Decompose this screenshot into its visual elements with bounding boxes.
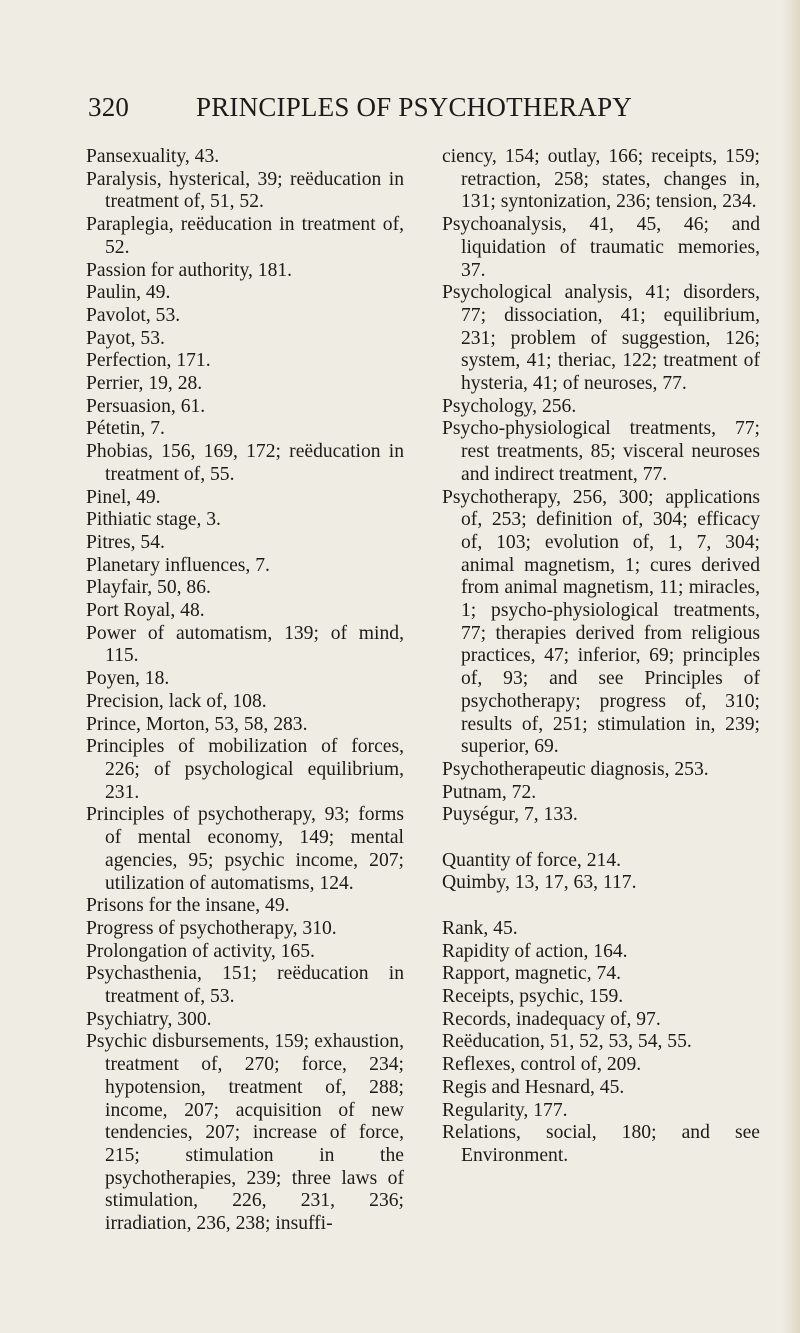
index-entry: Rank, 45. bbox=[442, 917, 518, 939]
index-entry: Putnam, 72. bbox=[442, 781, 537, 803]
index-entry: Progress of psychotherapy, 310. bbox=[86, 917, 337, 939]
index-entry: Psychological analysis, 41; disorders, 77; dissociation, 41; equilibrium, 231; problem of suggestion, 126; system, 41; theriac, 122; treatment of hysteria, 41; of neuroses, 77. bbox=[442, 282, 760, 395]
page-edge bbox=[782, 0, 800, 1333]
index-entry: Psychoanalysis, 41, 45, 46; and liquidation of traumatic memories, 37. bbox=[442, 214, 760, 281]
index-entry: ciency, 154; outlay, 166; receipts, 159; retraction, 258; states, changes in, 131; syntonization, 236; tension, 234. bbox=[442, 146, 760, 213]
index-entry: Pétetin, 7. bbox=[86, 418, 165, 440]
index-entry: Perfection, 171. bbox=[86, 350, 211, 372]
index-entry: Payot, 53. bbox=[86, 327, 165, 349]
index-entry: Poyen, 18. bbox=[86, 668, 170, 690]
index-entry: Prince, Morton, 53, 58, 283. bbox=[86, 713, 308, 735]
index-entry: Quimby, 13, 17, 63, 117. bbox=[442, 872, 637, 894]
running-head bbox=[88, 92, 688, 128]
index-entry: Psycho-physiological treatments, 77; rest treatments, 85; visceral neuroses and indirect treatment, 77. bbox=[442, 418, 760, 485]
index-entry: Paulin, 49. bbox=[86, 282, 171, 304]
index-entry: Playfair, 50, 86. bbox=[86, 577, 211, 599]
index-entry: Paraplegia, reëducation in treatment of, 52. bbox=[86, 214, 404, 258]
index-entry: Pithiatic stage, 3. bbox=[86, 509, 221, 531]
index-entry: Rapport, magnetic, 74. bbox=[442, 963, 622, 985]
index-entry: Paralysis, hysterical, 39; reëducation in treatment of, 51, 52. bbox=[86, 168, 404, 213]
page-number: 320 bbox=[88, 92, 130, 122]
index-column-left bbox=[86, 146, 404, 1236]
index-entry: Regularity, 177. bbox=[442, 1099, 568, 1121]
index-entry: Psychotherapeutic diagnosis, 253. bbox=[442, 758, 709, 780]
index-entry: Principles of mobilization of forces, 226; of psychological equilibrium, 231. bbox=[86, 736, 404, 803]
index-entry: Quantity of force, 214. bbox=[442, 849, 622, 871]
index-entry: Prolongation of activity, 165. bbox=[86, 940, 315, 962]
index-entry: Prisons for the insane, 49. bbox=[86, 895, 290, 917]
index-entry: Pansexuality, 43. bbox=[86, 146, 220, 167]
index-entry: Psychotherapy, 256, 300; applications of, 253; definition of, 304; efficacy of, 103; evolution of, 1, 7, 304; animal magnetism, 1; cures derived from animal magnetism, 11; miracles, 1; psycho-physiological treatments, 77; therapies derived from religious practices, 47; inferior, 69; principles of, 93; and see Principles of psychotherapy; progress of, 310; results of, 251; stimulation in, 239; superior, 69. bbox=[442, 486, 760, 758]
index-entry: Persuasion, 61. bbox=[86, 395, 206, 417]
index-entry: Psychiatry, 300. bbox=[86, 1008, 212, 1030]
index-entry: Receipts, psychic, 159. bbox=[442, 985, 624, 1007]
index-entry: Port Royal, 48. bbox=[86, 600, 205, 622]
index-entry: Principles of psychotherapy, 93; forms of mental economy, 149; mental agencies, 95; psychic income, 207; utilization of automatisms, 124. bbox=[86, 804, 404, 894]
index-entry: Pavolot, 53. bbox=[86, 304, 181, 326]
index-entry: Pinel, 49. bbox=[86, 486, 161, 508]
index-column-right bbox=[442, 146, 760, 1168]
index-entry: Power of automatism, 139; of mind, 115. bbox=[86, 622, 404, 667]
index-entry: Precision, lack of, 108. bbox=[86, 690, 267, 712]
index-entry: Psychic disbursements, 159; exhaustion, treatment of, 270; force, 234; hypotension, treatment of, 288; income, 207; acquisition of new tendencies, 207; increase of force, 215; stimulation in the psychotherapies, 239; three laws of stimulation, 226, 231, 236; irradiation, 236, 238; insuffi- bbox=[86, 1031, 404, 1235]
index-entry: Reëducation, 51, 52, 53, 54, 55. bbox=[442, 1031, 692, 1053]
index-entry: Reflexes, control of, 209. bbox=[442, 1054, 642, 1076]
index-entry: Psychology, 256. bbox=[442, 395, 577, 417]
index-entry: Puységur, 7, 133. bbox=[442, 804, 578, 826]
index-entry: Pitres, 54. bbox=[86, 531, 165, 553]
index-entry: Perrier, 19, 28. bbox=[86, 373, 203, 395]
index-entry: Passion for authority, 181. bbox=[86, 259, 293, 281]
index-entry: Planetary influences, 7. bbox=[86, 554, 270, 576]
book-title: PRINCIPLES OF PSYCHOTHERAPY bbox=[196, 92, 632, 122]
index-entry: Regis and Hesnard, 45. bbox=[442, 1076, 625, 1098]
index-entry: Psychasthenia, 151; reëducation in treatment of, 53. bbox=[86, 963, 404, 1008]
index-entry: Rapidity of action, 164. bbox=[442, 940, 628, 962]
index-entry: Records, inadequacy of, 97. bbox=[442, 1008, 661, 1030]
index-entry: Relations, social, 180; and see Environment. bbox=[442, 1122, 760, 1166]
index-entry: Phobias, 156, 169, 172; reëducation in treatment of, 55. bbox=[86, 441, 404, 485]
